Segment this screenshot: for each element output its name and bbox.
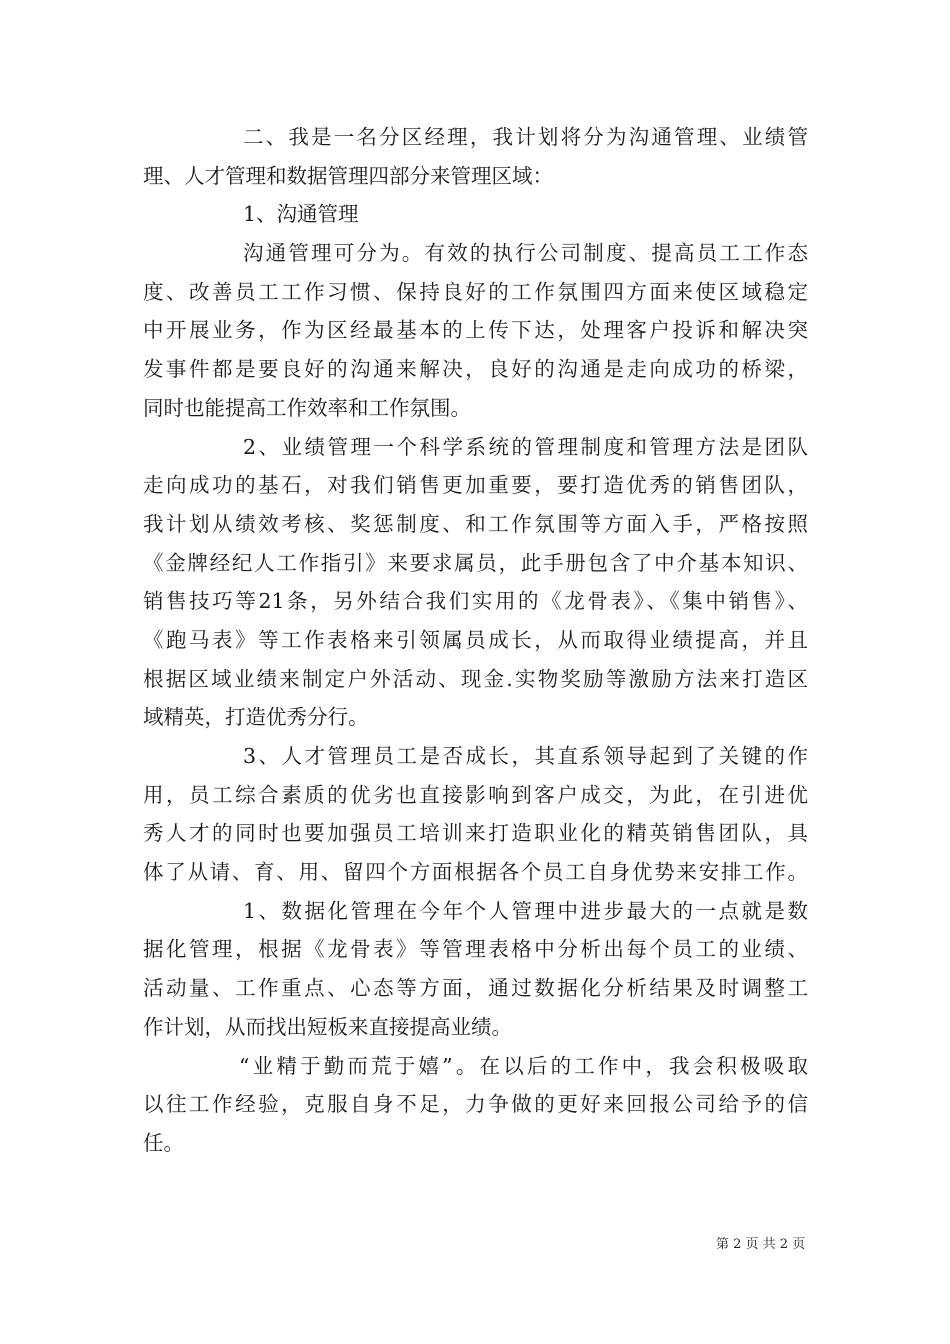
paragraph-line: 走向成功的基石，对我们销售更加重要，要打造优秀的销售团队， [143, 473, 808, 498]
section-heading: 1、沟通管理 [243, 202, 359, 227]
paragraph-line: 沟通管理可分为。有效的执行公司制度、提高员工工作态 [243, 241, 808, 266]
paragraph-line: 活动量、工作重点、心态等方面，通过数据化分析结果及时调整工 [143, 976, 808, 1001]
paragraph-line: 体了从请、育、用、留四个方面根据各个员工自身优势来安排工作。 [143, 860, 808, 885]
paragraph-line: 任。 [143, 1130, 184, 1155]
paragraph-line: 《跑马表》等工作表格来引领属员成长，从而取得业绩提高，并且 [143, 627, 808, 652]
paragraph-line: 根据区域业绩来制定户外活动、现金.实物奖励等激励方法来打造区 [143, 666, 808, 691]
paragraph-line: 以往工作经验，克服自身不足，力争做的更好来回报公司给予的信 [143, 1092, 808, 1117]
paragraph-line: 中开展业务，作为区经最基本的上传下达，处理客户投诉和解决突 [143, 318, 808, 343]
paragraph-line: 域精英，打造优秀分行。 [143, 705, 369, 730]
paragraph-line: 1、数据化管理在今年个人管理中进步最大的一点就是数 [243, 898, 808, 923]
paragraph-line: 度、改善员工工作习惯、保持良好的工作氛围四方面来使区域稳定 [143, 279, 808, 304]
paragraph-line: 作计划，从而找出短板来直接提高业绩。 [143, 1014, 512, 1039]
paragraph-line: 3、人才管理员工是否成长，其直系领导起到了关键的作 [243, 744, 808, 768]
paragraph-line: 二、我是一名分区经理，我计划将分为沟通管理、业绩管 [243, 125, 808, 149]
document-body [143, 118, 808, 1163]
page-number: 第 2 页 共 2 页 [716, 1237, 806, 1252]
paragraph-line: 用，员工综合素质的优劣也直接影响到客户成交，为此，在引进优 [143, 782, 808, 807]
paragraph-line: 据化管理，根据《龙骨表》等管理表格中分析出每个员工的业绩、 [143, 937, 808, 962]
paragraph-line: 《金牌经纪人工作指引》来要求属员，此手册包含了中介基本知识、 [143, 550, 808, 575]
paragraph-line: “业精于勤而荒于嬉”。在以后的工作中，我会积极吸取 [239, 1053, 808, 1078]
paragraph-line: 我计划从绩效考核、奖惩制度、和工作氛围等方面入手，严格按照 [143, 511, 808, 536]
paragraph-line: 秀人才的同时也要加强员工培训来打造职业化的精英销售团队，具 [143, 821, 808, 846]
paragraph-line: 同时也能提高工作效率和工作氛围。 [143, 395, 471, 420]
paragraph-line: 销售技巧等21条，另外结合我们实用的《龙骨表》、《集中销售》、 [143, 589, 808, 614]
paragraph-line: 理、人才管理和数据管理四部分来管理区域： [143, 163, 553, 188]
paragraph-line: 发事件都是要良好的沟通来解决，良好的沟通是走向成功的桥梁， [143, 357, 808, 382]
paragraph-line: 2、业绩管理一个科学系统的管理制度和管理方法是团队 [243, 434, 808, 459]
